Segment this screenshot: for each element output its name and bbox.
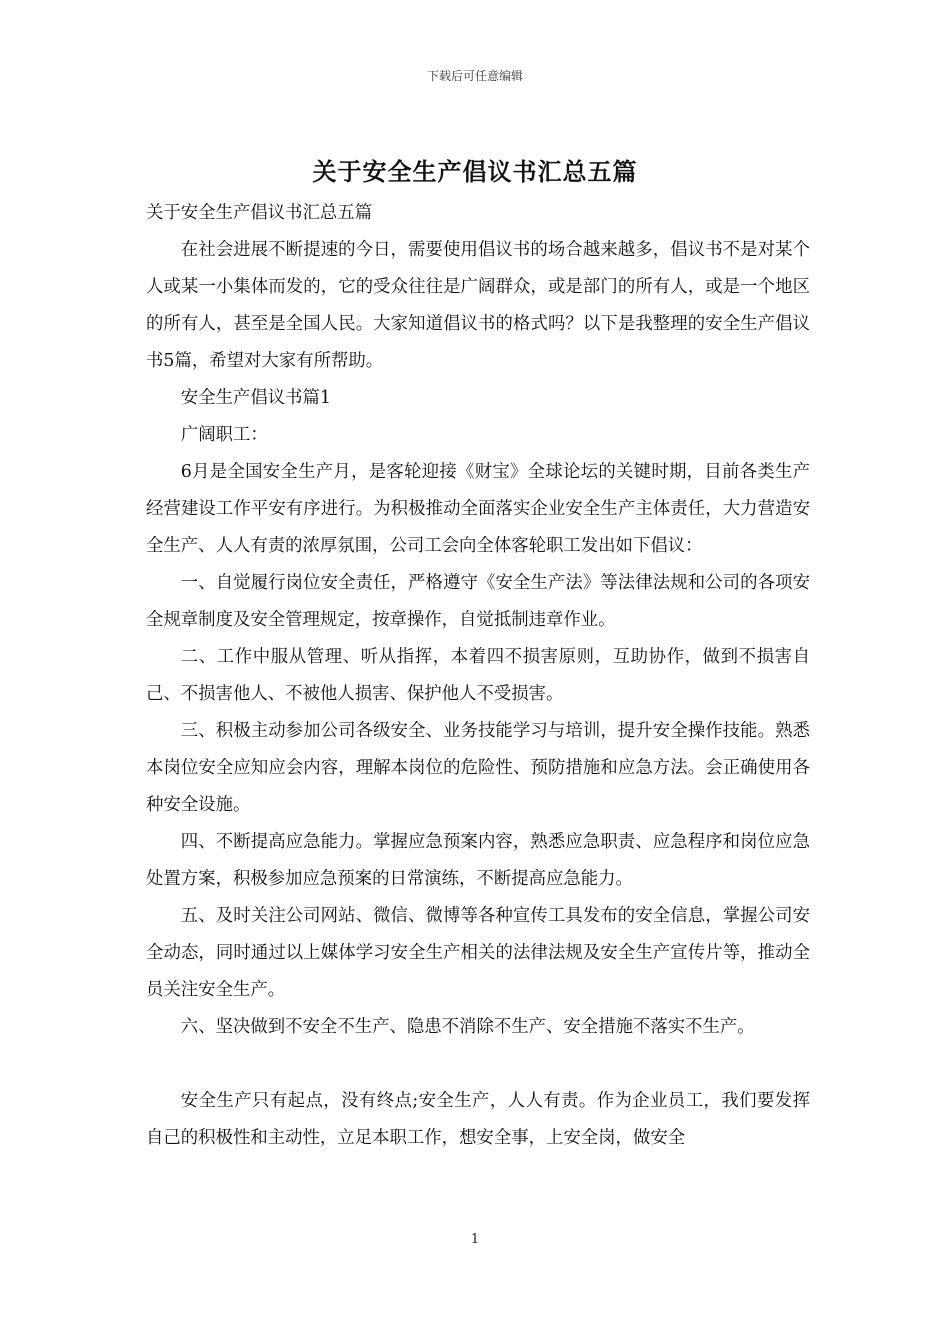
proposal-item-1: 一、自觉履行岗位安全责任，严格遵守《安全生产法》等法律法规和公司的各项安全规章制度及安全管理规定，按章操作，自觉抵制违章作业。 [146,573,810,630]
proposal-item-4: 四、不断提高应急能力。掌握应急预案内容，熟悉应急职责、应急程序和岗位应急处置方案，积极参加应急预案的日常演练，不断提高应急能力。 [146,832,810,889]
proposal-item-6: 六、坚决做到不安全不生产、隐患不消除不生产、安全措施不落实不生产。 [180,1017,755,1037]
section-heading: 安全生产倡议书篇1 [180,388,331,408]
page-number: 1 [470,1232,480,1247]
header-note: 下载后可任意编辑 [426,69,523,83]
subtitle-paragraph: 关于安全生产倡议书汇总五篇 [146,203,373,223]
proposal-item-3: 三、积极主动参加公司各级安全、业务技能学习与培训，提升安全操作技能。熟悉本岗位安全应知应会内容，理解本岗位的危险性、预防措施和应急方法。会正确使用各种安全设施。 [146,721,810,815]
proposal-item-2: 二、工作中服从管理、听从指挥，本着四不损害原则，互助协作，做到不损害自己、不损害他人、不被他人损害、保护他人不受损害。 [146,647,810,704]
document-body [146,195,810,1157]
body-paragraph: 6月是全国安全生产月，是客轮迎接《财宝》全球论坛的关键时期，目前各类生产经营建设工作平安有序进行。为积极推动全面落实企业安全生产主体责任，大力营造安全生产、人人有责的浓厚氛围，公司工会向全体客轮职工发出如下倡议： [146,462,810,556]
proposal-item-5: 五、及时关注公司网站、微信、微博等各种宣传工具发布的安全信息，掌握公司安全动态，同时通过以上媒体学习安全生产相关的法律法规及安全生产宣传片等，推动全员关注安全生产。 [146,906,810,1000]
salutation: 广阔职工： [180,425,268,445]
document-title: 关于安全生产倡议书汇总五篇 [312,157,638,186]
closing-paragraph: 安全生产只有起点，没有终点;安全生产，人人有责。作为企业员工，我们要发挥自己的积极性和主动性，立足本职工作，想安全事，上安全岗，做安全 [146,1091,810,1148]
intro-paragraph: 在社会进展不断提速的今日，需要使用倡议书的场合越来越多，倡议书不是对某个人或某一小集体而发的，它的受众往往是广阔群众，或是部门的所有人，或是一个地区的所有人，甚至是全国人民。大家知道倡议书的格式吗？以下是我整理的安全生产倡议书5篇，希望对大家有所帮助。 [146,240,810,371]
